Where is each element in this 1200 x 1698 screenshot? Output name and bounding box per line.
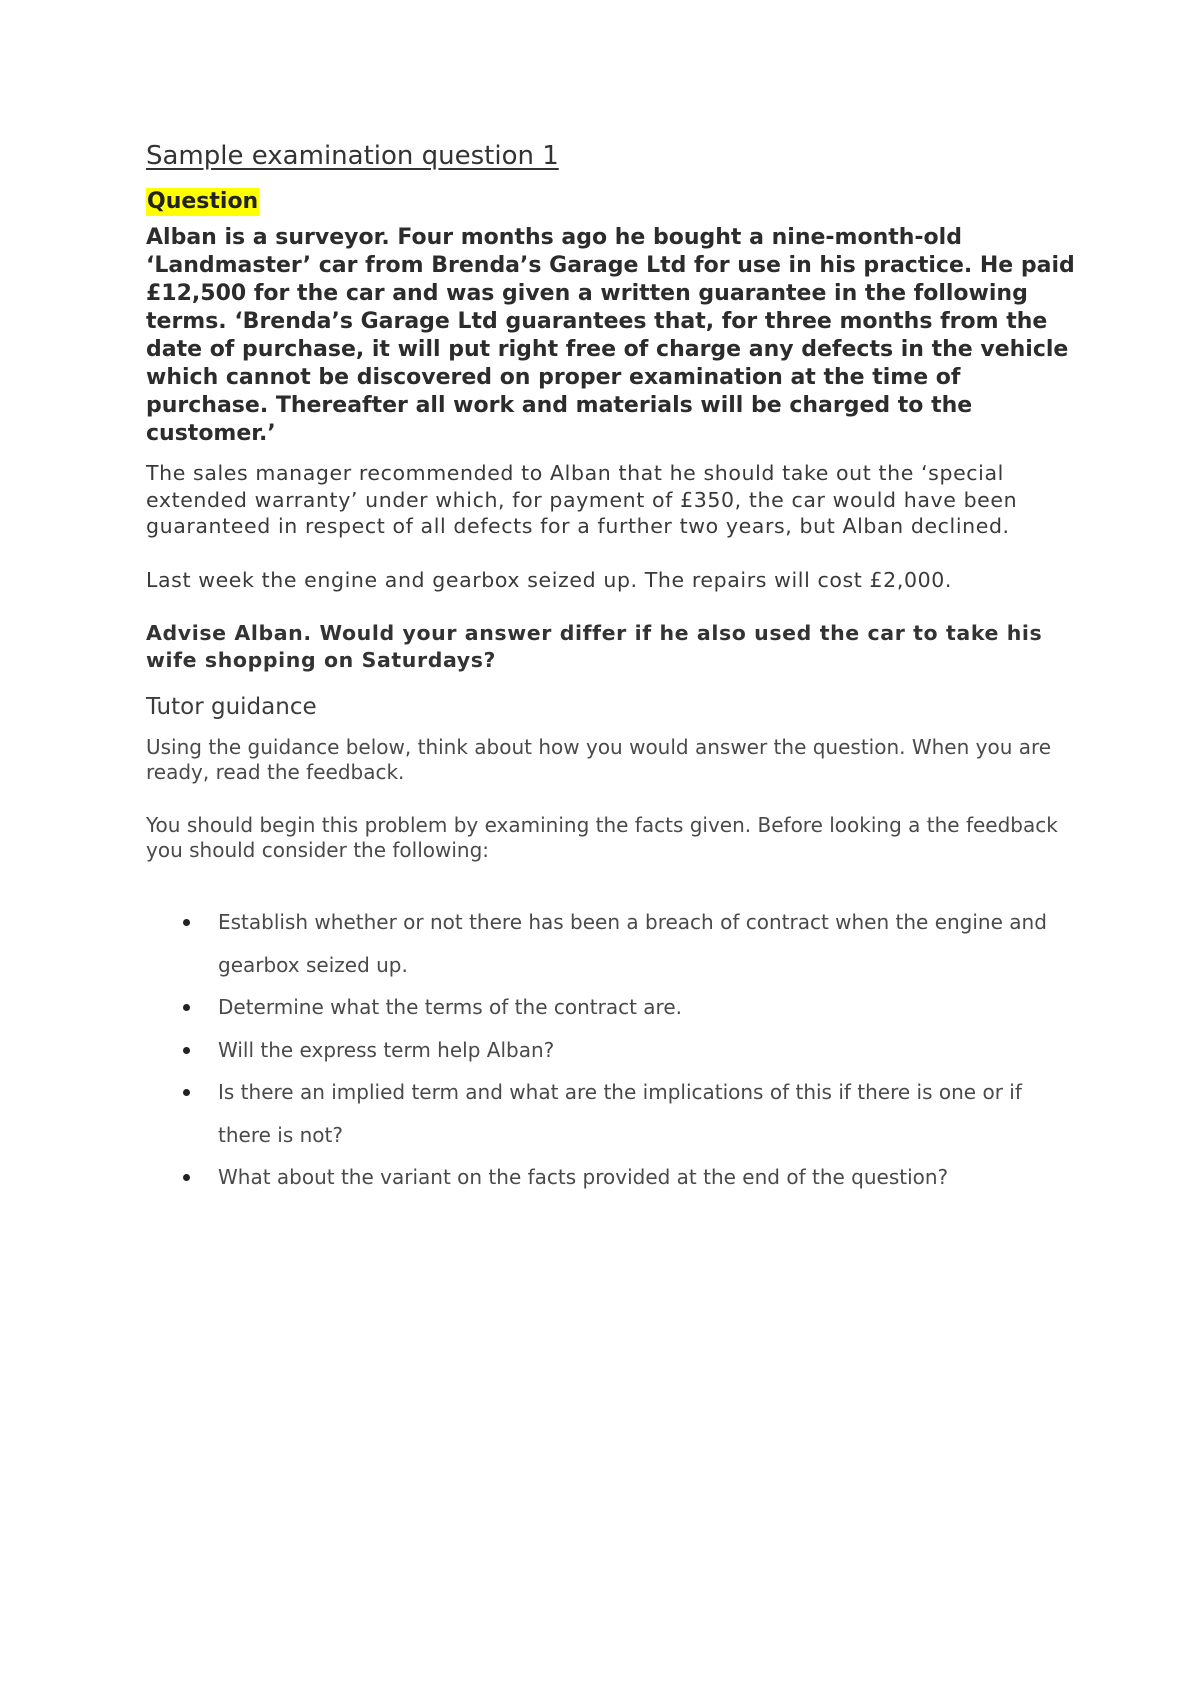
bullet-icon [183,1174,190,1181]
bullet-icon [183,1089,190,1096]
tutor-guidance-heading: Tutor guidance [146,694,317,721]
bullet-icon [183,1047,190,1054]
bullet-icon [183,919,190,926]
list-item-text: What about the variant on the facts provided at the end of the question? [218,1165,949,1190]
guidance-bullet-list [146,901,1076,1199]
bullet-icon [183,1004,190,1011]
list-item [146,901,1076,986]
list-item [146,1156,1076,1199]
document-title: Sample examination question 1 [146,141,559,171]
list-item [146,1029,1076,1072]
guidance-intro: Using the guidance below, think about how you would answer the question. When you are ready, read the feedback. [146,735,1052,785]
list-item-text: Will the express term help Alban? [218,1037,555,1062]
list-item [146,986,1076,1029]
guidance-instructions: You should begin this problem by examining the facts given. Before looking a the feedback you should consider the following: [146,813,1058,863]
paragraph-advise-alban: Advise Alban. Would your answer differ if he also used the car to take his wife shopping on Saturdays? [146,621,1043,672]
question-scenario: Alban is a surveyor. Four months ago he bought a nine-month-old ‘Landmaster’ car from Brenda’s Garage Ltd for use in his practice. He paid £12,500 for the car and was given a written guarantee in the following terms. ‘Brenda’s Garage Ltd guarantees that, for three months from the date of purchase, it will put right free of charge any defects in the vehicle which cannot be discovered on proper examination at the time of purchase. Thereafter all work and materials will be charged to the customer.’ [146,225,1075,447]
list-item-text: Is there an implied term and what are the implications of this if there is one or if there is not? [218,1080,1022,1147]
list-item-text: Establish whether or not there has been a breach of contract when the engine and gearbox seized up. [218,910,1047,977]
paragraph-extended-warranty: The sales manager recommended to Alban that he should take out the ‘special extended warranty’ under which, for payment of £350, the car would have been guaranteed in respect of all defects for a further two years, but Alban declined. [146,461,1018,539]
list-item-text: Determine what the terms of the contract are. [218,995,682,1020]
document-page [146,140,1076,1199]
paragraph-repairs: Last week the engine and gearbox seized up. The repairs will cost £2,000. [146,567,952,592]
question-heading: Question [146,188,259,217]
list-item [146,1071,1076,1156]
